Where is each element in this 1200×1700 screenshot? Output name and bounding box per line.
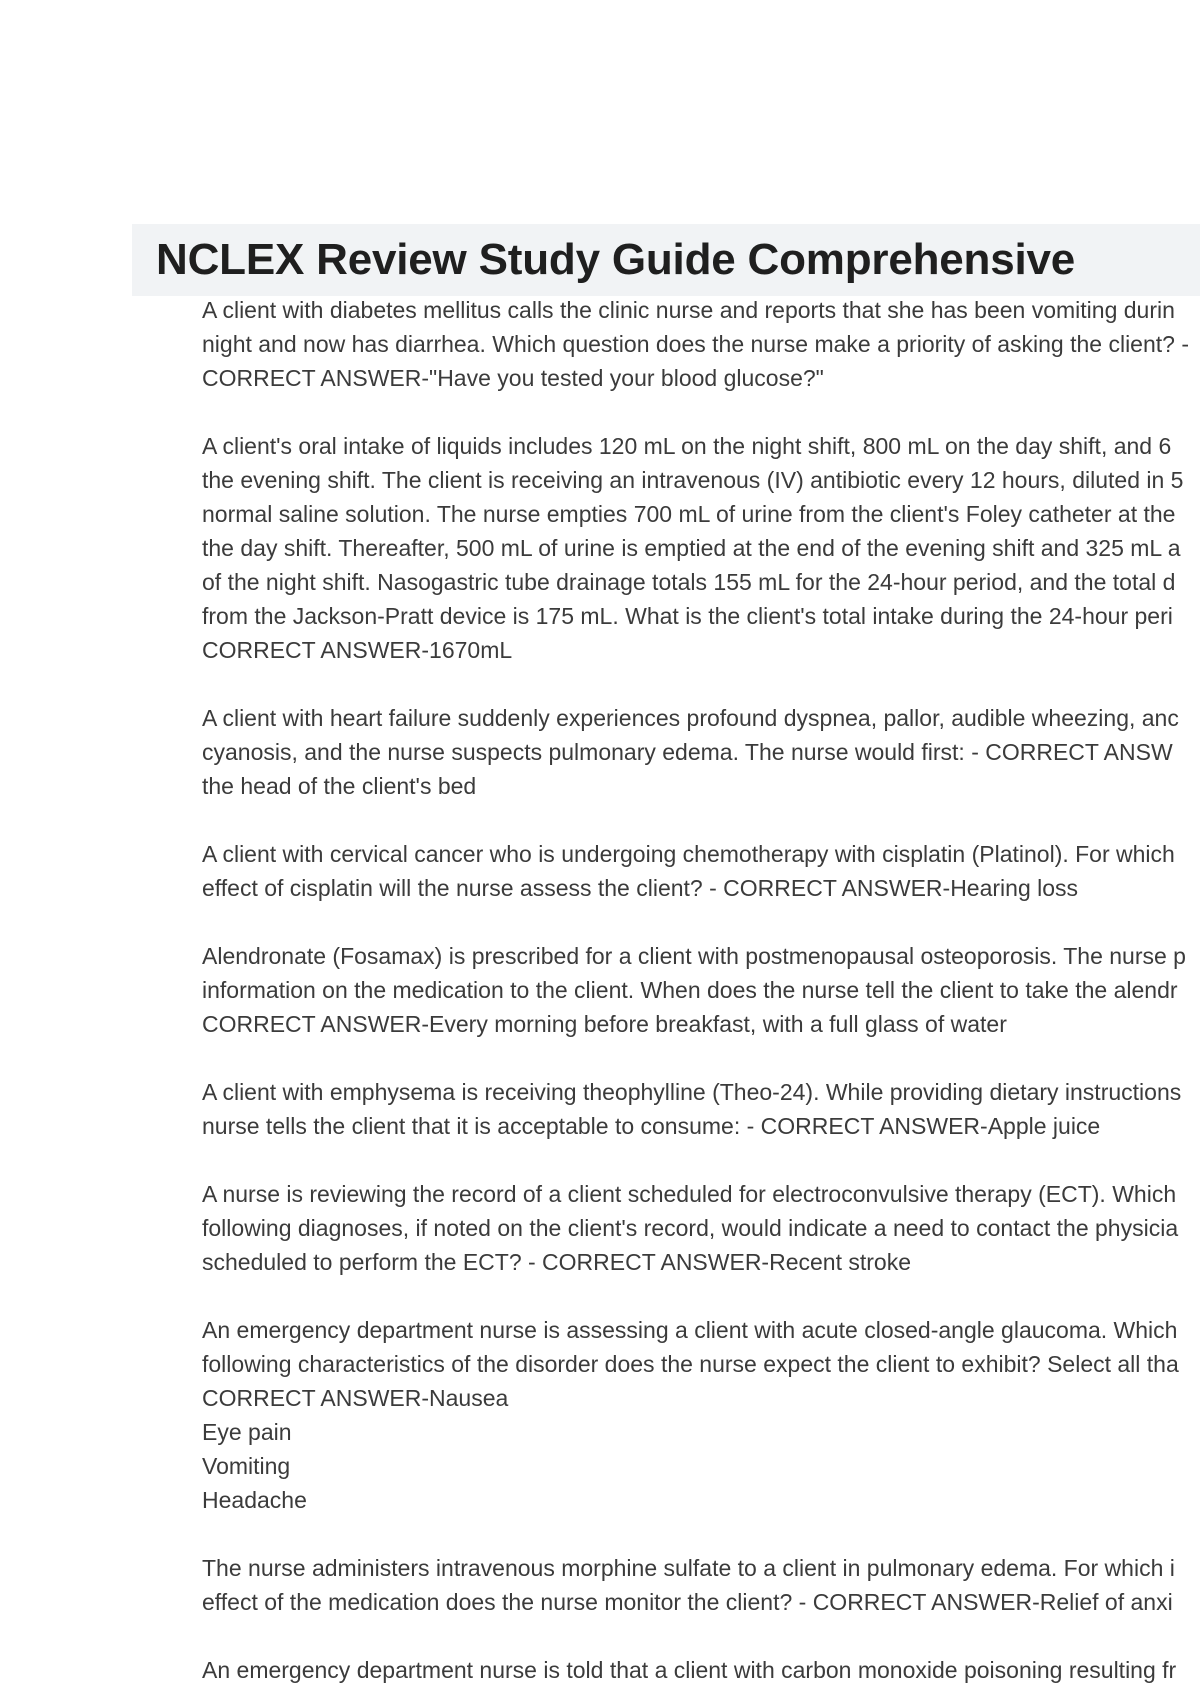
qa-line: A client's oral intake of liquids includes 120 mL on the night shift, 800 mL on the day shift, and 6 (202, 433, 1172, 459)
qa-line: The nurse administers intravenous morphine sulfate to a client in pulmonary edema. For which i (202, 1555, 1175, 1581)
qa-answer-line: CORRECT ANSWER-"Have you tested your blood glucose?" (202, 365, 824, 391)
qa-line: information on the medication to the client. When does the nurse tell the client to take the alendr (202, 977, 1178, 1003)
qa-line: An emergency department nurse is assessing a client with acute closed-angle glaucoma. Which (202, 1317, 1178, 1343)
qa-list (202, 293, 1200, 1700)
qa-item-8 (202, 1313, 1200, 1517)
qa-line: A client with cervical cancer who is undergoing chemotherapy with cisplatin (Platinol). For which (202, 841, 1175, 867)
qa-item-9 (202, 1551, 1200, 1619)
qa-line: A nurse is reviewing the record of a client scheduled for electroconvulsive therapy (ECT). Which (202, 1181, 1177, 1207)
qa-line: following characteristics of the disorder does the nurse expect the client to exhibit? Select all tha (202, 1351, 1179, 1377)
qa-answer-line: Eye pain (202, 1419, 292, 1445)
document-title: NCLEX Review Study Guide Comprehensive (156, 235, 1076, 284)
qa-answer-line: CORRECT ANSWER-Nausea (202, 1385, 509, 1411)
qa-answer-line: Vomiting (202, 1453, 291, 1479)
qa-item-7 (202, 1177, 1200, 1279)
qa-line: the day shift. Thereafter, 500 mL of urine is emptied at the end of the evening shift and 325 mL a (202, 535, 1181, 561)
qa-item-10 (202, 1653, 1200, 1687)
qa-answer-line: CORRECT ANSWER-1670mL (202, 637, 513, 663)
qa-answer-line: nurse tells the client that it is acceptable to consume: - CORRECT ANSWER-Apple juice (202, 1113, 1101, 1139)
qa-answer-line: scheduled to perform the ECT? - CORRECT ANSWER-Recent stroke (202, 1249, 911, 1275)
qa-line: of the night shift. Nasogastric tube drainage totals 155 mL for the 24-hour period, and the total d (202, 569, 1176, 595)
qa-item-5 (202, 939, 1200, 1041)
qa-answer-line: effect of the medication does the nurse monitor the client? - CORRECT ANSWER-Relief of anxi (202, 1589, 1173, 1615)
qa-item-4 (202, 837, 1200, 905)
qa-line: following diagnoses, if noted on the client's record, would indicate a need to contact the physicia (202, 1215, 1179, 1241)
qa-line: normal saline solution. The nurse empties 700 mL of urine from the client's Foley catheter at the (202, 501, 1176, 527)
qa-line: A client with diabetes mellitus calls the clinic nurse and reports that she has been vomiting durin (202, 297, 1175, 323)
qa-line: cyanosis, and the nurse suspects pulmonary edema. The nurse would first: - CORRECT ANSW (202, 739, 1173, 765)
qa-line: from the Jackson-Pratt device is 175 mL. What is the client's total intake during the 24-hour peri (202, 603, 1173, 629)
qa-answer-line: the head of the client's bed (202, 773, 477, 799)
qa-item-1 (202, 293, 1200, 395)
qa-answer-line: effect of cisplatin will the nurse assess the client? - CORRECT ANSWER-Hearing loss (202, 875, 1079, 901)
qa-line: A client with emphysema is receiving theophylline (Theo-24). While providing dietary instructions (202, 1079, 1182, 1105)
qa-line: Alendronate (Fosamax) is prescribed for a client with postmenopausal osteoporosis. The nurse p (202, 943, 1186, 969)
qa-item-2 (202, 429, 1200, 667)
qa-item-6 (202, 1075, 1200, 1143)
qa-line: the evening shift. The client is receiving an intravenous (IV) antibiotic every 12 hours, diluted in 5 (202, 467, 1184, 493)
qa-answer-line: CORRECT ANSWER-Every morning before breakfast, with a full glass of water (202, 1011, 1007, 1037)
qa-line: An emergency department nurse is told that a client with carbon monoxide poisoning resulting fr (202, 1657, 1177, 1683)
qa-line: A client with heart failure suddenly experiences profound dyspnea, pallor, audible wheezing, anc (202, 705, 1179, 731)
qa-line: night and now has diarrhea. Which question does the nurse make a priority of asking the client? - (202, 331, 1190, 357)
qa-item-3 (202, 701, 1200, 803)
qa-answer-line: Headache (202, 1487, 307, 1513)
